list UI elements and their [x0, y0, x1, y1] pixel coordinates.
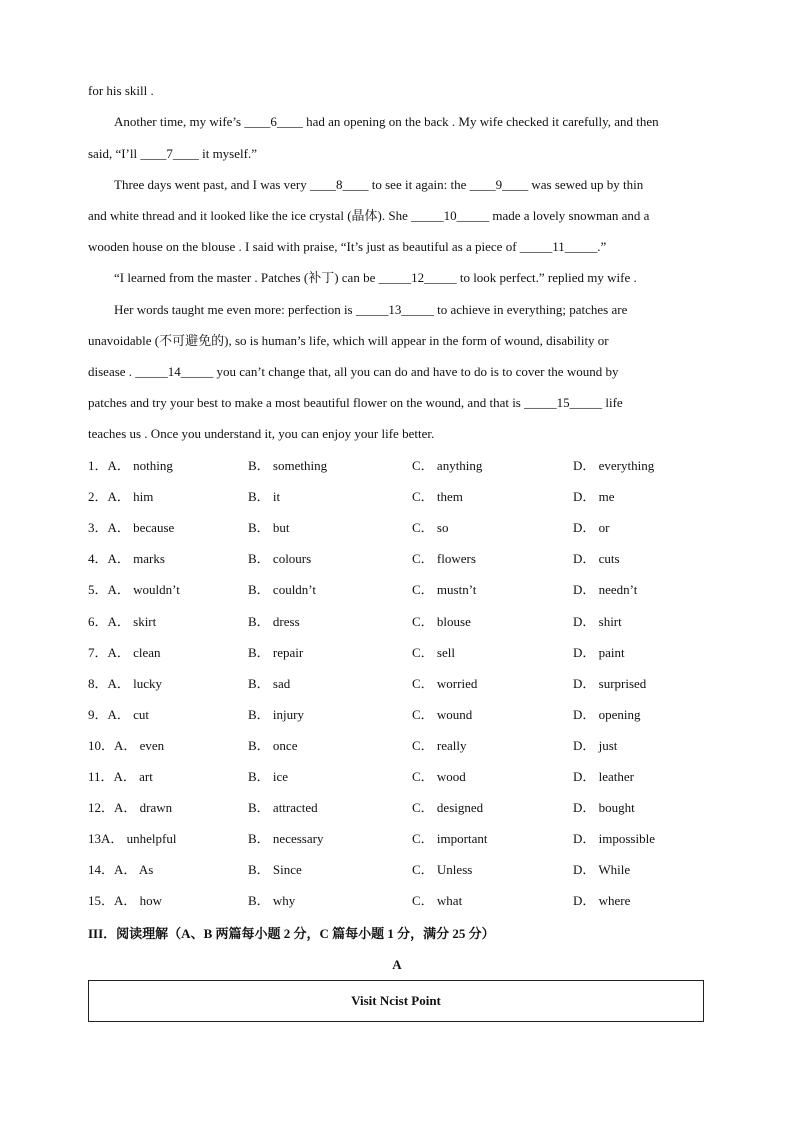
option-a: 9．A． cut	[88, 707, 150, 722]
passage-line: patches and try your best to make a most beautiful flower on the wound, and that is _____15_____ life	[88, 395, 623, 410]
option-c: C． so	[412, 520, 449, 535]
question-row	[88, 768, 710, 786]
question-row	[88, 457, 710, 475]
option-a: 6．A． skirt	[88, 614, 157, 629]
passage-title: Visit Ncist Point	[351, 993, 441, 1008]
question-row	[88, 644, 710, 662]
passage-line: disease . _____14_____ you can’t change that, all you can do and have to do is to cover the wound by	[88, 364, 619, 379]
option-d: D． surprised	[573, 676, 647, 691]
question-row	[88, 519, 710, 537]
passage-line: and white thread and it looked like the ice crystal (晶体). She _____10_____ made a lovely snowman and a	[88, 208, 650, 223]
passage-line: unavoidable (不可避免的), so is human’s life, which will appear in the form of wound, disability or	[88, 333, 609, 348]
option-d: D． opening	[573, 707, 641, 722]
part-label: A	[392, 957, 402, 972]
question-row	[88, 706, 710, 724]
option-a: 13A． unhelpful	[88, 831, 177, 846]
question-row	[88, 550, 710, 568]
option-b: B． necessary	[248, 831, 324, 846]
section-heading: III．阅读理解（A、B 两篇每小题 2 分，C 篇每小题 1 分，满分 25 分）	[88, 926, 495, 941]
option-c: C． what	[412, 893, 463, 908]
option-a: 14．A． As	[88, 862, 154, 877]
option-c: C． really	[412, 738, 467, 753]
option-c: C． blouse	[412, 614, 471, 629]
option-b: B． repair	[248, 645, 304, 660]
question-row	[88, 581, 710, 599]
option-b: B． couldn’t	[248, 582, 317, 597]
question-row	[88, 675, 710, 693]
question-row	[88, 892, 710, 910]
question-row	[88, 861, 710, 879]
option-c: C． sell	[412, 645, 455, 660]
option-b: B． attracted	[248, 800, 318, 815]
option-d: D． just	[573, 738, 618, 753]
passage-line: said, “I’ll ____7____ it myself.”	[88, 146, 257, 161]
option-a: 2．A． him	[88, 489, 154, 504]
option-c: C． wood	[412, 769, 466, 784]
passage-line: wooden house on the blouse . I said with praise, “It’s just as beautiful as a piece of _____11_____.”	[88, 239, 607, 254]
option-a: 12．A． drawn	[88, 800, 173, 815]
passage-line: Three days went past, and I was very ____8____ to see it again: the ____9____ was sewed up by thin	[114, 177, 644, 192]
option-d: D． leather	[573, 769, 635, 784]
passage-line: for his skill .	[88, 83, 154, 98]
option-b: B． but	[248, 520, 290, 535]
option-a: 5．A． wouldn’t	[88, 582, 180, 597]
option-b: B． once	[248, 738, 298, 753]
option-b: B． Since	[248, 862, 302, 877]
option-d: D． impossible	[573, 831, 655, 846]
question-row	[88, 737, 710, 755]
option-a: 8．A． lucky	[88, 676, 163, 691]
passage-line: Her words taught me even more: perfection is _____13_____ to achieve in everything; patches are	[114, 302, 628, 317]
option-c: C． Unless	[412, 862, 473, 877]
option-c: C． worried	[412, 676, 478, 691]
option-b: B． dress	[248, 614, 300, 629]
option-b: B． ice	[248, 769, 289, 784]
option-b: B． injury	[248, 707, 304, 722]
option-d: D． needn’t	[573, 582, 638, 597]
option-d: D． cuts	[573, 551, 620, 566]
question-row	[88, 830, 710, 848]
option-d: D． me	[573, 489, 615, 504]
question-row	[88, 488, 710, 506]
option-a: 10．A． even	[88, 738, 165, 753]
option-b: B． colours	[248, 551, 312, 566]
option-c: C． designed	[412, 800, 484, 815]
option-d: D． shirt	[573, 614, 622, 629]
option-c: C． mustn’t	[412, 582, 477, 597]
question-row	[88, 799, 710, 817]
option-b: B． it	[248, 489, 281, 504]
option-c: C． important	[412, 831, 488, 846]
option-b: B． something	[248, 458, 328, 473]
option-d: D． bought	[573, 800, 635, 815]
option-a: 4．A． marks	[88, 551, 165, 566]
option-d: D． everything	[573, 458, 655, 473]
option-c: C． them	[412, 489, 463, 504]
option-c: C． anything	[412, 458, 483, 473]
option-a: 1．A． nothing	[88, 458, 173, 473]
option-a: 7．A． clean	[88, 645, 161, 660]
passage-title-box	[88, 980, 704, 1022]
option-a: 15．A． how	[88, 893, 163, 908]
option-c: C． flowers	[412, 551, 476, 566]
option-b: B． sad	[248, 676, 291, 691]
option-d: D． While	[573, 862, 631, 877]
option-d: D． where	[573, 893, 631, 908]
passage-line: “I learned from the master . Patches (补丁) can be _____12_____ to look perfect.” replied my wife .	[114, 270, 637, 285]
question-row	[88, 613, 710, 631]
option-c: C． wound	[412, 707, 473, 722]
option-a: 3．A． because	[88, 520, 175, 535]
option-d: D． paint	[573, 645, 625, 660]
option-a: 11．A． art	[88, 769, 153, 784]
option-d: D． or	[573, 520, 610, 535]
option-b: B． why	[248, 893, 296, 908]
passage-line: Another time, my wife’s ____6____ had an opening on the back . My wife checked it carefully, and then	[114, 114, 659, 129]
passage-line: teaches us . Once you understand it, you can enjoy your life better.	[88, 426, 435, 441]
